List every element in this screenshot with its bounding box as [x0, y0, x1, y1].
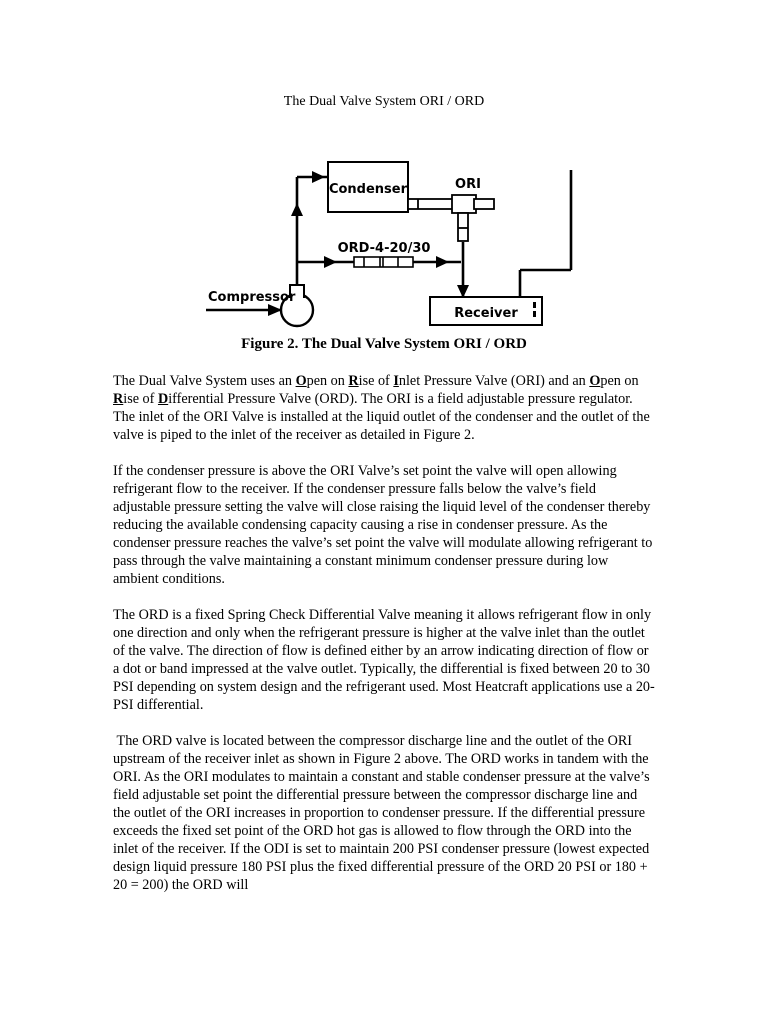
figure-caption: Figure 2. The Dual Valve System ORI / ORD	[241, 336, 527, 352]
arrow-right-icon	[436, 256, 449, 268]
dual-valve-diagram	[198, 140, 582, 336]
paragraph-2: If the condenser pressure is above the ORI Valve’s set point the valve will open allowing refrigerant flow to the receiver. If the condenser pressure falls below the valve’s field adjustable pressure setting the valve will close raising the liquid level of the condenser thereby reducing the available condensing capacity causing a rise in condenser pressure. As the condenser pressure reaches the valve’s set point the valve will modulate allowing refrigerant to pass through the valve maintaining a constant minimum condenser pressure during low ambient conditions.	[113, 463, 653, 587]
ord-label: ORD-4-20/30	[337, 241, 431, 256]
condenser-label: Condenser	[328, 182, 408, 197]
paragraph-1: The Dual Valve System uses an Open on Rise of Inlet Pressure Valve (ORI) and an Open on Rise of Differential Pressure Valve (ORD). The ORI is a field adjustable pressure regulator. The inlet of the ORI Valve is installed at the liquid outlet of the condenser and the outlet of the valve is piped to the inlet of the receiver as detailed in Figure 2.	[113, 373, 650, 443]
ori-label: ORI	[455, 177, 481, 192]
page-title: The Dual Valve System ORI / ORD	[283, 94, 485, 109]
ord-valve	[354, 257, 413, 267]
compressor-label: Compressor	[208, 290, 296, 305]
arrow-right-icon	[312, 171, 325, 183]
body-text	[113, 372, 657, 912]
ori-valve	[408, 195, 494, 241]
arrow-up-icon	[291, 203, 303, 216]
arrow-right-icon	[324, 256, 337, 268]
paragraph-3: The ORD is a fixed Spring Check Differential Valve meaning it allows refrigerant flow in only one direction and only when the refrigerant pressure is higher at the valve inlet than the outlet of the valve. The direction of flow is defined either by an arrow indicating direction of flow or a dot or band impressed at the valve outlet. Typically, the differential is fixed between 20 to 30 PSI depending on system design and the refrigerant used. Most Heatcraft applications use a 20-PSI differential.	[113, 607, 655, 713]
paragraph-4: The ORD valve is located between the compressor discharge line and the outlet of the ORI upstream of the receiver inlet as shown in Figure 2 above. The ORD works in tandem with the ORI. As the ORI modulates to maintain a constant and stable condenser pressure at the valve’s field adjustable set point the differential pressure between the compressor discharge line and the outlet of the ORI increases in proportion to condenser pressure. If the differential pressure exceeds the fixed set point of the ORD hot gas is allowed to flow through the ORD into the inlet of the receiver. If the ODI is set to maintain 200 PSI condenser pressure (lowest expected design liquid pressure 180 PSI plus the fixed differential pressure of the ORD 20 PSI or 180 + 20 = 200) the ORD will	[113, 733, 654, 893]
receiver-label: Receiver	[454, 306, 518, 321]
